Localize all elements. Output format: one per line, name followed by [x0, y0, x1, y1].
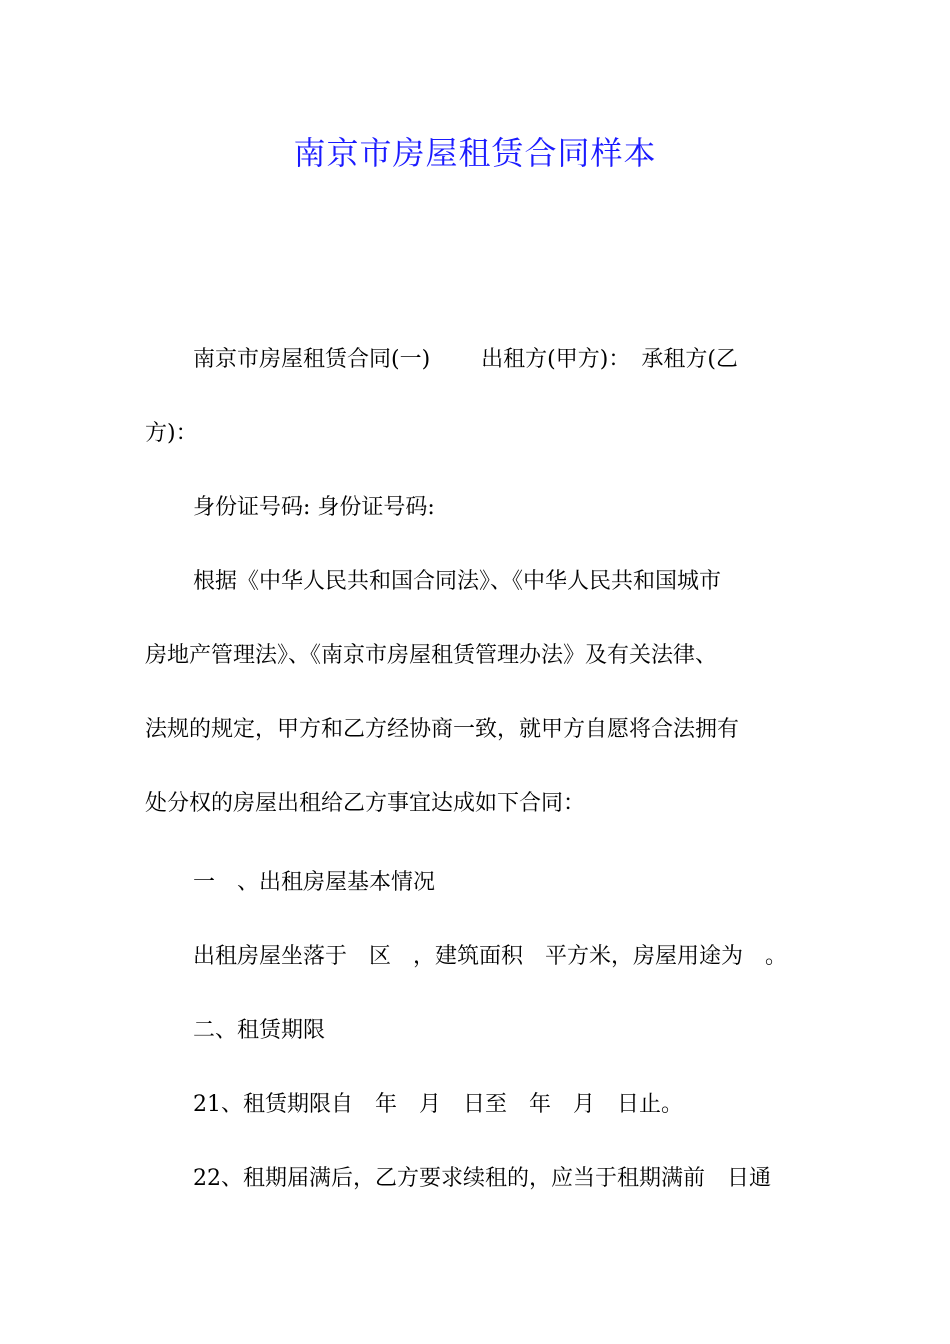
- text-line: 身份证号码: 身份证号码:: [193, 495, 435, 520]
- text-line: 法规的规定，甲方和乙方经协商一致，就甲方自愿将合法拥有: [145, 717, 740, 742]
- text-line: 南京市房屋租赁合同(一) 出租方(甲方)： 承租方(乙: [193, 347, 738, 372]
- section-heading: 二、租赁期限: [193, 1018, 326, 1043]
- document-title: 南京市房屋租赁合同样本: [293, 134, 657, 172]
- text-line: 处分权的房屋出租给乙方事宜达成如下合同：: [145, 791, 586, 816]
- text-line: 根据《中华人民共和国合同法》、《中华人民共和国城市: [193, 569, 722, 594]
- text-line: 方)：: [145, 421, 198, 446]
- text-line: 21、租赁期限自 年 月 日至 年 月 日止。: [193, 1092, 683, 1117]
- text-line: 出租房屋坐落于 区 ，建筑面积 平方米，房屋用途为 。: [193, 944, 788, 969]
- text-line: 房地产管理法》、《南京市房屋租赁管理办法》及有关法律、: [145, 643, 718, 668]
- section-heading: 一 、出租房屋基本情况: [193, 870, 436, 895]
- text-line: 22、租期届满后，乙方要求续租的，应当于租期满前 日通: [193, 1166, 771, 1191]
